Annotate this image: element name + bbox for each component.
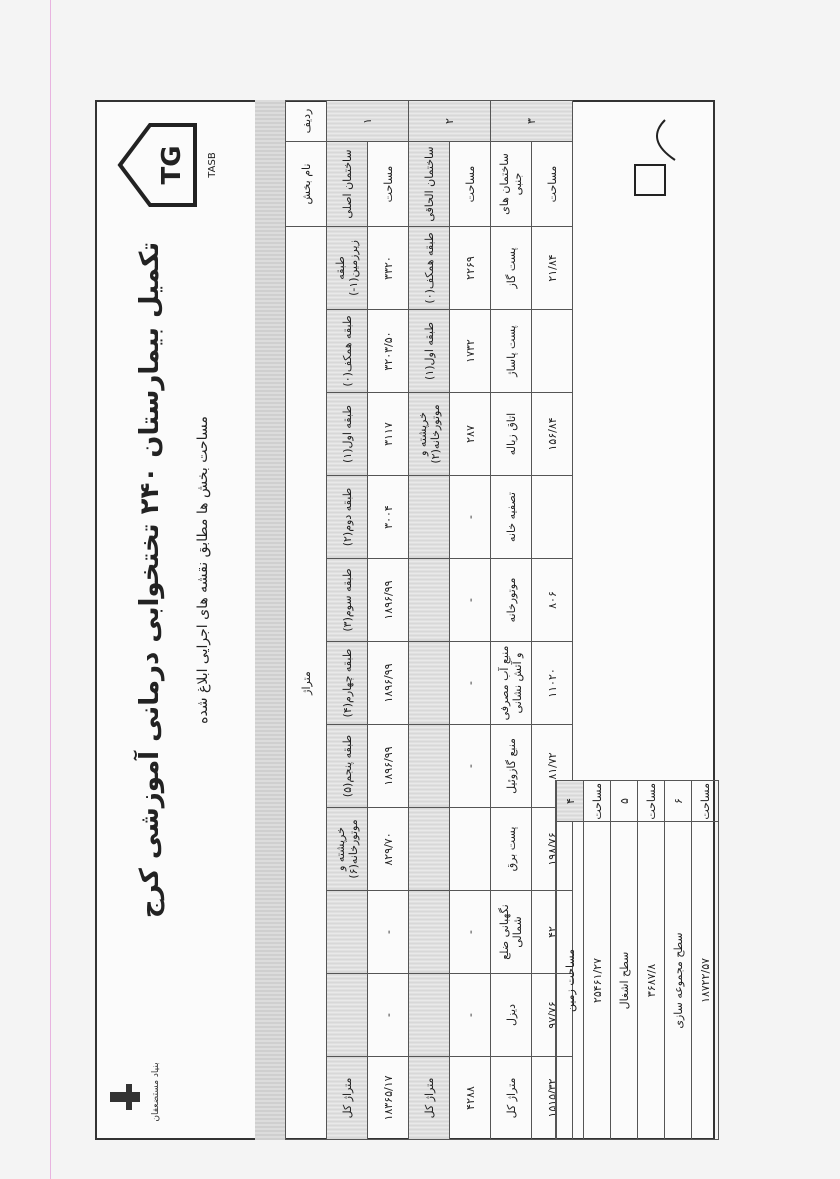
cell-label — [409, 725, 450, 808]
document-header — [95, 100, 257, 1140]
cell-label: اتاق زباله — [491, 393, 532, 476]
cell-label: طبقه دوم(۲) — [327, 476, 368, 559]
cell-label: دیزل — [491, 974, 532, 1057]
cell-value — [532, 476, 573, 559]
row-number: ۳ — [491, 101, 573, 142]
summary-row-number: ۴ — [557, 781, 584, 822]
cell-label: متراژ کل — [491, 1057, 532, 1140]
summary-area-label: مساحت — [638, 781, 665, 822]
rotated-content — [95, 100, 715, 1140]
svg-text:TG: TG — [157, 145, 187, 185]
cell-value: ۲۸۷ — [450, 393, 491, 476]
summary-total-value: ۱۸۷۲۲/۵۷ — [692, 822, 719, 1140]
summary-row-number: ۵ — [611, 781, 638, 822]
cell-value: ۳۲۰۳/۵۰ — [368, 310, 409, 393]
cell-label: پست گاز — [491, 227, 532, 310]
signature-stamp — [615, 110, 705, 200]
row-number: ۱ — [327, 101, 409, 142]
cell-label: پست برق — [491, 808, 532, 891]
row-header: ردیف — [286, 101, 327, 142]
section-header: نام بخش — [286, 142, 327, 227]
cell-label: متراژ کل — [327, 1057, 368, 1140]
cell-label: نگهبانی ضلع شمالی — [491, 891, 532, 974]
cell-value: ۱۵۶/۸۴ — [532, 393, 573, 476]
cell-label — [409, 642, 450, 725]
cell-label: منبع آب مصرفی و آتش نشانی — [491, 642, 532, 725]
cell-value: - — [450, 476, 491, 559]
summary-area-label: مساحت — [692, 781, 719, 822]
cell-value: ۱۱۰۲۰ — [532, 642, 573, 725]
cell-label: پست پاساژ — [491, 310, 532, 393]
summary-title: مساحت زمین — [557, 822, 584, 1140]
value-label: مساحت — [532, 142, 573, 227]
section-name: ساختمان اصلی — [327, 142, 368, 227]
summary-row-number: ۶ — [665, 781, 692, 822]
svg-text:بنیاد مستضعفان: بنیاد مستضعفان — [151, 1062, 161, 1122]
cell-value: ۱۸۹۶/۹۹ — [368, 642, 409, 725]
section-name: ساختمان الحاقی — [409, 142, 450, 227]
cell-value: ۳۳۲۰ — [368, 227, 409, 310]
cell-value: ۲۲۶۹ — [450, 227, 491, 310]
cell-label: طبقه پنجم(۵) — [327, 725, 368, 808]
summary-table — [556, 780, 719, 1140]
cell-value: - — [450, 642, 491, 725]
cell-value: ۱۸۹۶/۹۹ — [368, 559, 409, 642]
cell-value: - — [450, 891, 491, 974]
cell-label: متراژ کل — [409, 1057, 450, 1140]
margin-line — [50, 0, 51, 1179]
company-logo — [110, 110, 225, 220]
cell-value: ۸۰۶ — [532, 559, 573, 642]
cell-value: ۱۷۳۲ — [450, 310, 491, 393]
cell-label: منبع گازوئیل — [491, 725, 532, 808]
cell-value: ۳۱۱۷ — [368, 393, 409, 476]
value-label: مساحت — [450, 142, 491, 227]
foundation-logo — [100, 1052, 170, 1132]
cell-value: ۸۲۹/۷۰ — [368, 808, 409, 891]
document-title: تکمیل بیمارستان ۲۴۰ تختخوابی درمانی آموزشی کرج — [135, 241, 165, 919]
summary-area-label: مساحت — [584, 781, 611, 822]
cell-value: ۹۷/۷۶ — [532, 974, 573, 1057]
summary-title: سطح اشغال — [611, 822, 638, 1140]
section-name: ساختمان های جنبی — [491, 142, 532, 227]
cell-value — [450, 808, 491, 891]
cell-label: موتورخانه — [491, 559, 532, 642]
cell-value: ۲۱/۸۴ — [532, 227, 573, 310]
summary-title: سطح مجموعه سازی — [665, 822, 692, 1140]
summary-occupancy-value: ۳۶۸۷/۸ — [638, 822, 665, 1140]
cell-label: تصفیه خانه — [491, 476, 532, 559]
cell-value: - — [368, 891, 409, 974]
cell-value: ۱۵۱۵/۳۲ — [532, 1057, 573, 1140]
cell-value: ۳۰۰۴ — [368, 476, 409, 559]
cell-label: طبقه سوم(۳) — [327, 559, 368, 642]
cell-label — [409, 559, 450, 642]
cell-label: طبقه چهارم(۴) — [327, 642, 368, 725]
cell-label — [409, 974, 450, 1057]
cell-label — [409, 891, 450, 974]
cell-value: ۸۱/۷۲ — [532, 725, 573, 808]
cell-label — [409, 808, 450, 891]
cell-label — [327, 974, 368, 1057]
cell-label: طبقه اول(۱) — [409, 310, 450, 393]
cell-value: - — [450, 725, 491, 808]
cell-label: طبقه همکف(۰) — [409, 227, 450, 310]
general-header: متراژ — [286, 227, 327, 1140]
value-label: مساحت — [368, 142, 409, 227]
cell-value: ۴۲ — [532, 891, 573, 974]
area-table — [285, 100, 573, 1140]
cell-value: ۴۲۸۸ — [450, 1057, 491, 1140]
cell-value: - — [450, 559, 491, 642]
summary-block — [555, 780, 716, 1140]
cell-label — [409, 476, 450, 559]
cell-value: ۱۸۳۶۵/۱۷ — [368, 1057, 409, 1140]
cell-value: ۱۸۹۶/۹۹ — [368, 725, 409, 808]
cell-value: ۱۹۸/۷۶ — [532, 808, 573, 891]
cell-label: خرپشته و موتورخانه(۲) — [409, 393, 450, 476]
header-band — [255, 100, 286, 1140]
svg-text:TASB: TASB — [207, 152, 218, 178]
cell-label: خرپشته و موتورخانه(۶) — [327, 808, 368, 891]
row-number: ۲ — [409, 101, 491, 142]
cell-label: طبقه همکف(۰) — [327, 310, 368, 393]
cell-value: - — [368, 974, 409, 1057]
cell-value: - — [450, 974, 491, 1057]
cell-label — [327, 891, 368, 974]
document-subtitle: مساحت بخش ها مطابق نقشه های اجرایی ابلاغ شده — [195, 416, 211, 724]
summary-area-value: ۲۵۴۶۱/۲۷ — [584, 822, 611, 1140]
cell-label: طبقه اول(۱) — [327, 393, 368, 476]
cell-value — [532, 310, 573, 393]
cell-label: طبقه زیرزمین(۱-) — [327, 227, 368, 310]
